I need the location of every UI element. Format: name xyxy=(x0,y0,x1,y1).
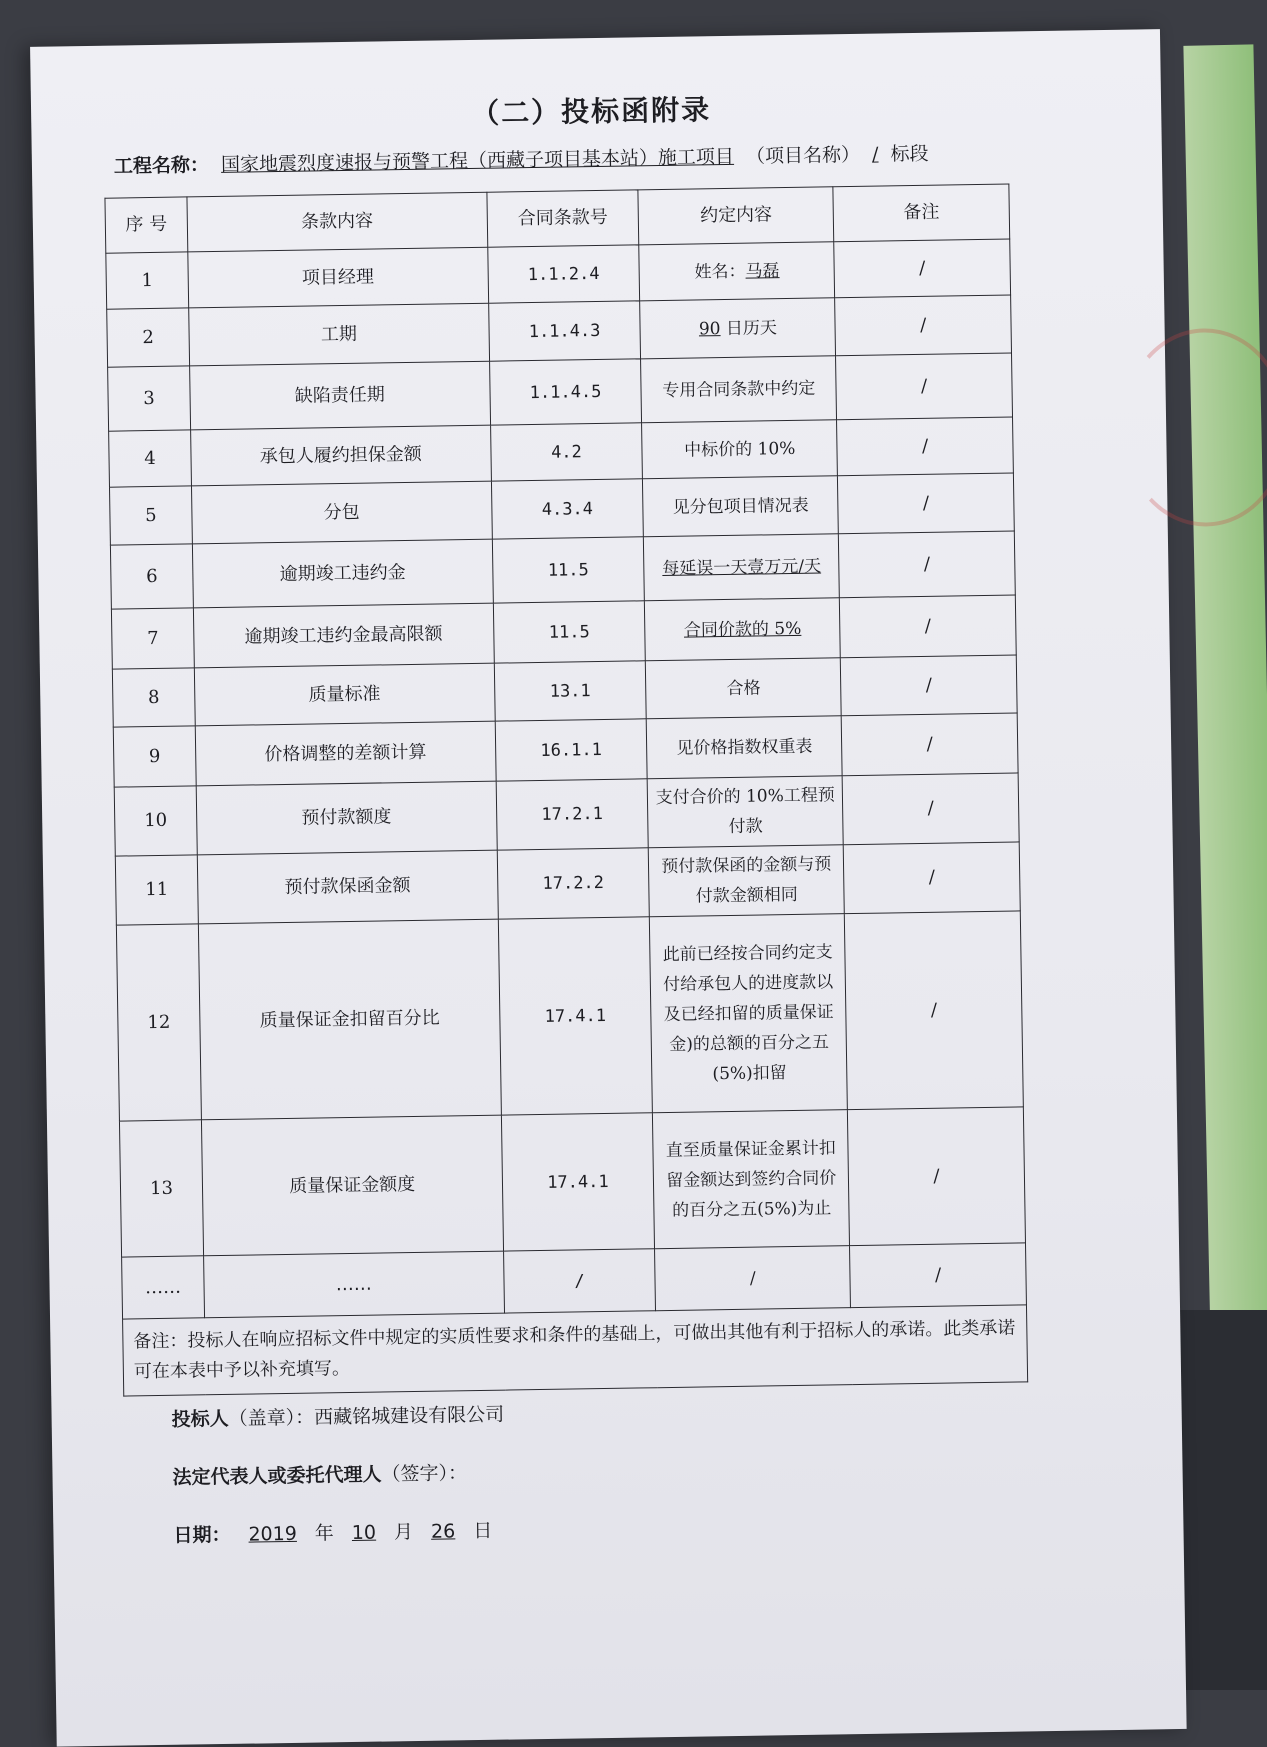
row-clause: 4.2 xyxy=(490,423,643,481)
row-agreed: 中标价的 10% xyxy=(642,420,838,479)
row-item: 缺陷责任期 xyxy=(190,361,491,430)
project-line xyxy=(114,130,1075,187)
header-no: 序 号 xyxy=(105,197,188,253)
row-agreed: 支付合价的 10%工程预付款 xyxy=(648,776,844,848)
bidder-stamp-note: （盖章）： xyxy=(228,1406,315,1430)
row-agreed: 此前已经按合同约定支付给承包人的进度款以及已经扣留的质量保证金)的总额的百分之五(5%)扣留 xyxy=(650,914,848,1113)
rep-line xyxy=(172,1458,467,1490)
date-year: 2019 xyxy=(248,1522,298,1546)
row-item: 工期 xyxy=(189,303,489,366)
header-remark: 备注 xyxy=(833,184,1010,242)
row-agreed xyxy=(639,242,835,301)
section-value: / xyxy=(871,143,879,166)
row-no: 4 xyxy=(109,430,192,487)
row-agreed: 合同价款的 5% xyxy=(645,598,841,661)
row-item: …… xyxy=(204,1251,505,1318)
manager-name-label: 姓名： xyxy=(694,261,746,282)
row-no: 13 xyxy=(119,1120,203,1257)
row-item: 预付款额度 xyxy=(196,781,497,855)
row-item: 逾期竣工违约金 xyxy=(192,539,493,608)
row-remark: / xyxy=(850,1243,1027,1308)
row-agreed xyxy=(640,298,836,359)
row-clause: 13.1 xyxy=(494,661,647,721)
header-clause: 合同条款号 xyxy=(486,190,639,247)
row-remark: / xyxy=(842,773,1019,845)
duration-unit: 日历天 xyxy=(725,317,778,339)
rep-label: 法定代表人或委托代理人 xyxy=(172,1463,382,1489)
row-item: 逾期竣工违约金最高限额 xyxy=(193,603,493,668)
appendix-table xyxy=(104,184,1028,1397)
row-agreed: 预付款保函的金额与预付款金额相同 xyxy=(649,845,845,917)
row-agreed: 合格 xyxy=(646,658,842,719)
row-clause: 11.5 xyxy=(493,601,646,663)
row-no: 10 xyxy=(114,786,197,856)
rep-note: （签字）： xyxy=(381,1462,468,1486)
row-no: 5 xyxy=(109,486,192,545)
table-row xyxy=(116,911,1023,1121)
row-clause: 11.5 xyxy=(492,537,645,603)
row-item: 项目经理 xyxy=(188,247,488,308)
date-label: 日期： xyxy=(173,1523,231,1547)
project-label: 工程名称： xyxy=(113,154,210,178)
row-item: 质量标准 xyxy=(194,663,494,726)
row-no: 9 xyxy=(113,726,196,787)
row-remark: / xyxy=(844,911,1023,1110)
row-no: 11 xyxy=(115,855,198,925)
row-remark: / xyxy=(835,295,1012,356)
section-label: 标段 xyxy=(890,142,929,166)
header-agreed: 约定内容 xyxy=(638,187,834,245)
bidder-label: 投标人 xyxy=(171,1407,229,1431)
row-remark: / xyxy=(836,353,1013,420)
row-agreed: 直至质量保证金累计扣留金额达到签约合同价的百分之五(5%)为止 xyxy=(653,1110,850,1249)
page-title: （二）投标函附录 xyxy=(470,93,712,130)
row-remark: / xyxy=(840,655,1017,716)
table-row xyxy=(119,1107,1025,1257)
row-clause: 1.1.4.5 xyxy=(489,359,642,425)
row-clause: / xyxy=(503,1249,656,1313)
row-no: 3 xyxy=(108,366,191,431)
project-suffix: （项目名称） xyxy=(745,143,861,168)
row-no: 8 xyxy=(112,668,195,727)
date-month: 10 xyxy=(351,1521,377,1545)
row-item: 价格调整的差额计算 xyxy=(195,721,495,786)
row-clause: 17.2.1 xyxy=(496,779,649,850)
row-remark: / xyxy=(838,473,1015,534)
date-day-unit: 日 xyxy=(473,1519,493,1543)
manager-name-value: 马磊 xyxy=(745,260,780,282)
row-item: 承包人履约担保金额 xyxy=(191,425,491,486)
document-page xyxy=(30,29,1187,1747)
row-remark: / xyxy=(834,239,1011,298)
date-line xyxy=(173,1516,492,1548)
table-footnote: 备注：投标人在响应招标文件中规定的实质性要求和条件的基础上，可做出其他有利于招标人的承诺。此类承诺可在本表中予以补充填写。 xyxy=(123,1305,1028,1396)
row-agreed: 见分包项目情况表 xyxy=(643,476,839,537)
row-remark: / xyxy=(843,842,1020,914)
row-no: 2 xyxy=(107,308,190,367)
row-clause: 1.1.4.3 xyxy=(488,301,641,361)
row-clause: 4.3.4 xyxy=(491,479,644,539)
green-folder-edge xyxy=(1183,44,1267,1345)
row-remark: / xyxy=(839,531,1016,598)
footnote-row xyxy=(123,1305,1028,1396)
project-name: 国家地震烈度速报与预警工程（西藏子项目基本站）施工项目 xyxy=(220,145,735,176)
red-seal-stamp xyxy=(1120,327,1267,528)
duration-value: 90 xyxy=(698,318,721,339)
row-item: 质量保证金额度 xyxy=(201,1115,503,1256)
row-remark: / xyxy=(837,417,1014,476)
row-clause: 16.1.1 xyxy=(495,719,648,781)
date-day: 26 xyxy=(430,1520,456,1543)
row-item: 质量保证金扣留百分比 xyxy=(198,919,501,1120)
row-agreed: / xyxy=(655,1246,851,1311)
date-year-unit: 年 xyxy=(314,1522,335,1545)
row-no: …… xyxy=(122,1256,205,1319)
row-remark: / xyxy=(848,1107,1026,1246)
row-item: 预付款保函金额 xyxy=(197,850,498,924)
row-agreed: 每延误一天壹万元/天 xyxy=(644,534,840,601)
row-no: 1 xyxy=(106,252,189,309)
row-no: 6 xyxy=(110,544,193,609)
bidder-value: 西藏铭城建设有限公司 xyxy=(313,1403,505,1429)
row-clause: 17.4.1 xyxy=(501,1113,655,1251)
row-remark: / xyxy=(841,713,1018,776)
row-no: 7 xyxy=(111,608,194,669)
bidder-line xyxy=(171,1400,504,1432)
row-clause: 17.4.1 xyxy=(498,917,653,1115)
row-no: 12 xyxy=(116,924,201,1121)
row-agreed: 见价格指数权重表 xyxy=(647,716,843,779)
date-month-unit: 月 xyxy=(393,1521,414,1544)
header-item: 条款内容 xyxy=(187,192,487,252)
row-clause: 17.2.2 xyxy=(497,848,650,919)
row-item: 分包 xyxy=(191,481,491,544)
row-clause: 1.1.2.4 xyxy=(487,245,640,303)
row-remark: / xyxy=(840,595,1017,658)
row-agreed: 专用合同条款中约定 xyxy=(641,356,837,423)
